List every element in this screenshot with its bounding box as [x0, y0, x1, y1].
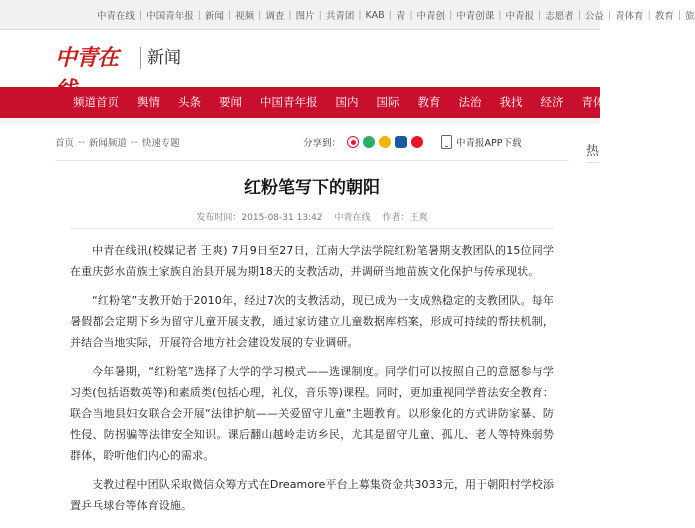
section-title: 新闻: [147, 48, 181, 68]
top-link[interactable]: 志愿者: [545, 11, 574, 22]
top-links-list: [97, 0, 695, 30]
app-download-link[interactable]: 中青报APP下载: [456, 138, 522, 149]
publish-time-label: 发布时间：: [196, 213, 242, 223]
top-link[interactable]: 中青报: [505, 11, 534, 22]
article-source: 中青在线: [334, 213, 371, 223]
renren-icon[interactable]: [395, 136, 407, 148]
main-nav: [0, 87, 616, 118]
main-nav-list: [55, 87, 625, 118]
top-link-separator: |: [607, 9, 612, 21]
breadcrumb-separator: --: [78, 136, 85, 148]
share-label: 分享到：: [303, 138, 342, 149]
top-link-separator: |: [197, 9, 201, 21]
site-logo[interactable]: 中青在: [55, 45, 119, 71]
top-link[interactable]: 视频: [235, 11, 255, 22]
top-link[interactable]: 调查: [265, 11, 285, 22]
top-link-separator: |: [388, 9, 392, 21]
top-link-separator: |: [258, 9, 262, 21]
nav-item[interactable]: 青体育: [581, 95, 616, 109]
top-link[interactable]: KAB: [365, 9, 385, 21]
top-link-separator: |: [538, 9, 542, 21]
top-link-separator: |: [677, 9, 682, 21]
top-link[interactable]: 青体育: [615, 11, 644, 22]
nav-item[interactable]: 法治: [458, 95, 482, 109]
author-label: 作者：: [382, 213, 410, 223]
top-link-separator: |: [139, 9, 143, 21]
nav-item[interactable]: 头条: [178, 95, 201, 109]
top-link-separator: |: [498, 9, 502, 21]
nav-item[interactable]: 我找: [499, 95, 523, 109]
mobile-phone-icon: [441, 135, 452, 149]
nav-item[interactable]: 要闻: [219, 95, 242, 109]
wechat-icon[interactable]: [363, 136, 375, 148]
nav-item[interactable]: 中国青年报: [260, 95, 318, 109]
breadcrumb-divider: [55, 160, 569, 161]
top-link-separator: |: [647, 9, 651, 21]
article-paragraph: 支教过程中团队采取微信众筹方式在Dreamore平台上募集资金共3033元，用于朝阳村学校添置乒乓球台等体育设施。: [70, 478, 554, 512]
article-paragraph: “红粉笔”支教开始于2010年，经过7次的支教活动，现已成为一支成熟稳定的支教团队。每年暑假都会定期下乡为留守儿童开展支教，通过家访建立儿童数据库档案，形成可持续的帮扶机制，并结合当地实际，开展符合地方社会建设发展的专业调研。: [70, 294, 554, 349]
article-body: [70, 240, 554, 524]
top-links-bar: [0, 0, 695, 30]
top-link-separator: |: [449, 9, 453, 21]
nav-item[interactable]: 国际: [376, 95, 400, 109]
top-link[interactable]: 中青创课: [456, 11, 495, 22]
header: [0, 31, 600, 87]
breadcrumb-topics[interactable]: 快速专题: [141, 138, 180, 149]
article-title: 红粉笔写下的朝阳: [244, 178, 380, 198]
top-link[interactable]: 中国青年报: [146, 11, 194, 22]
article-paragraph: 中青在线讯(校媒记者 王爽) 7月9日至27日，江南大学法学院红粉笔暑期支教团队的15位同学在重庆彭水苗族土家族自治县开展为期18天的支教活动，并调研当地苗族文化保护与传承现状。: [70, 244, 554, 278]
top-link-separator: |: [409, 9, 413, 21]
top-link[interactable]: 共青团: [325, 11, 355, 22]
sidebar-divider: [586, 162, 600, 163]
article-author: 王爽: [409, 213, 428, 223]
nav-item[interactable]: 国内: [335, 95, 359, 109]
top-link[interactable]: 新闻: [204, 11, 224, 22]
weibo-icon[interactable]: [347, 136, 359, 148]
top-link-separator: |: [358, 9, 362, 21]
meta-divider: [70, 228, 554, 229]
top-link[interactable]: 中青在线: [97, 11, 136, 22]
top-link[interactable]: 旅: [685, 11, 695, 22]
nav-item[interactable]: 经济: [540, 95, 564, 109]
top-link[interactable]: 图片: [295, 11, 315, 22]
nav-item[interactable]: 教育: [417, 95, 441, 109]
top-link[interactable]: 教育: [654, 11, 674, 22]
tencent-weibo-icon[interactable]: [411, 136, 423, 148]
article-meta: [55, 210, 569, 223]
sidebar-hot-label: 热: [586, 144, 600, 159]
breadcrumb-separator: --: [130, 136, 138, 148]
top-link[interactable]: 青: [395, 11, 406, 22]
qzone-icon[interactable]: [379, 136, 391, 148]
top-link[interactable]: 公益: [584, 11, 604, 22]
publish-time: 2015-08-31 13:42: [241, 213, 323, 223]
nav-item[interactable]: 频道首页: [73, 95, 119, 109]
top-link-separator: |: [318, 9, 322, 21]
top-link-separator: |: [227, 9, 232, 21]
nav-item[interactable]: 舆情: [137, 95, 160, 109]
breadcrumb-home[interactable]: 首页: [55, 138, 75, 149]
share-bar: [303, 124, 521, 160]
logo-divider: [140, 47, 141, 69]
top-link-separator: |: [577, 9, 581, 21]
top-link[interactable]: 中青创: [416, 11, 446, 22]
breadcrumb-news-channel[interactable]: 新闻频道: [88, 138, 127, 149]
article-paragraph: 今年暑期，“红粉笔”选择了大学的学习模式——选课制度。同学们可以按照自己的意愿参与学习类(包括语数英等)和素质类(包括心理，礼仪，音乐等)课程。同时，更加重视同学普法安全教育：联合当地县妇女联合会开展“法律护航——关爱留守儿童”主题教育。以形象化的方式讲防家暴、防性侵、防拐骗等法律安全知识。课后翻山越岭走访乡民，尤其是留守儿童、孤儿、老人等特殊弱势群体，聆听他们内心的需求。: [70, 365, 554, 462]
top-link-separator: |: [288, 9, 292, 21]
